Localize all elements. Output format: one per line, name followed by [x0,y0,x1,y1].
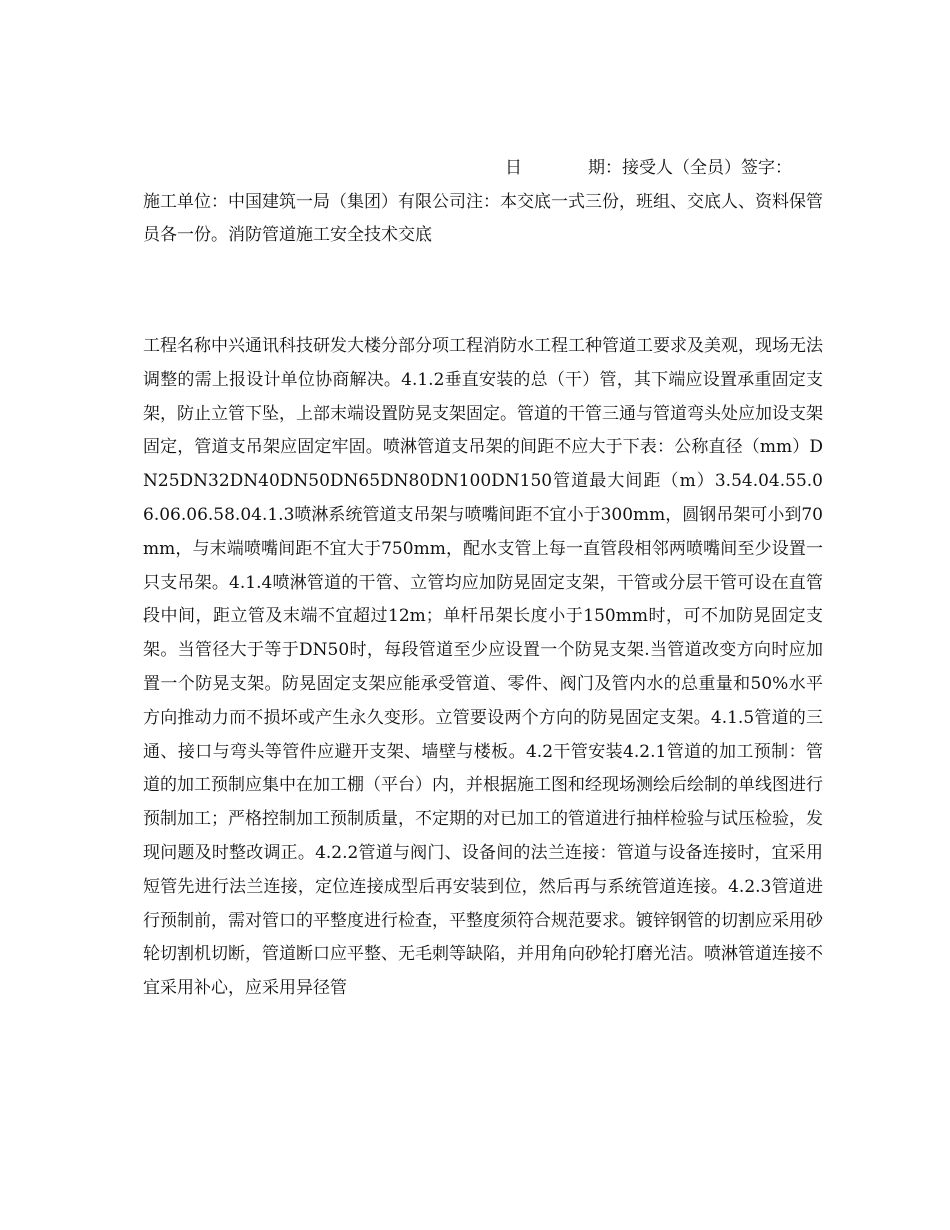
body-paragraph: 工程名称中兴通讯科技研发大楼分部分项工程消防水工程工种管道工要求及美观，现场无法调整的需上报设计单位协商解决。4.1.2垂直安装的总（干）管，其下端应设置承重固定支架，防止立管下坠，上部末端设置防晃支架固定。管道的干管三通与管道弯头处应加设支架固定，管道支吊架应固定牢固。喷淋管道支吊架的间距不应大于下表：公称直径（mm）DN25DN32DN40DN50DN65DN80DN100DN150管道最大间距（m）3.54.04.55.06.06.06.58.04.1.3喷淋系统管道支吊架与喷嘴间距不宜小于300mm，圆钢吊架可小到70mm，与末端喷嘴间距不宜大于750mm，配水支管上每一直管段相邻两喷嘴间至少设置一只支吊架。4.1.4喷淋管道的干管、立管均应加防晃固定支架，干管或分层干管可设在直管段中间，距立管及末端不宜超过12m；单杆吊架长度小于150mm时，可不加防晃固定支架。当管径大于等于DN50时，每段管道至少应设置一个防晃支架.当管道改变方向时应加置一个防晃支架。防晃固定支架应能承受管道、零件、阀门及管内水的总重量和50%水平方向推动力而不损坏或产生永久变形。立管要设两个方向的防晃固定支架。4.1.5管道的三通、接口与弯头等管件应避开支架、墙壁与楼板。4.2干管安装4.2.1管道的加工预制：管道的加工预制应集中在加工棚（平台）内，并根据施工图和经现场测绘后绘制的单线图进行预制加工；严格控制加工预制质量，不定期的对已加工的管道进行抽样检验与试压检验，发现问题及时整改调正。4.2.2管道与阀门、设备间的法兰连接：管道与设备连接时，宜采用短管先进行法兰连接，定位连接成型后再安装到位，然后再与系统管道连接。4.2.3管道进行预制前，需对管口的平整度进行检查，平整度须符合规范要求。镀锌钢管的切割应采用砂轮切割机切断，管道断口应平整、无毛刺等缺陷，并用角向砂轮打磨光洁。喷淋管道连接不宜采用补心，应采用异径管 [143,336,823,999]
date-label-right: 期：接受人（全员）签字： [588,158,792,178]
signature-line [505,156,792,180]
header-paragraph: 施工单位：中国建筑一局（集团）有限公司注：本交底一式三份，班组、交底人、资料保管员各一份。消防管道施工安全技术交底 [143,192,823,245]
date-label-left: 日 [505,158,522,178]
